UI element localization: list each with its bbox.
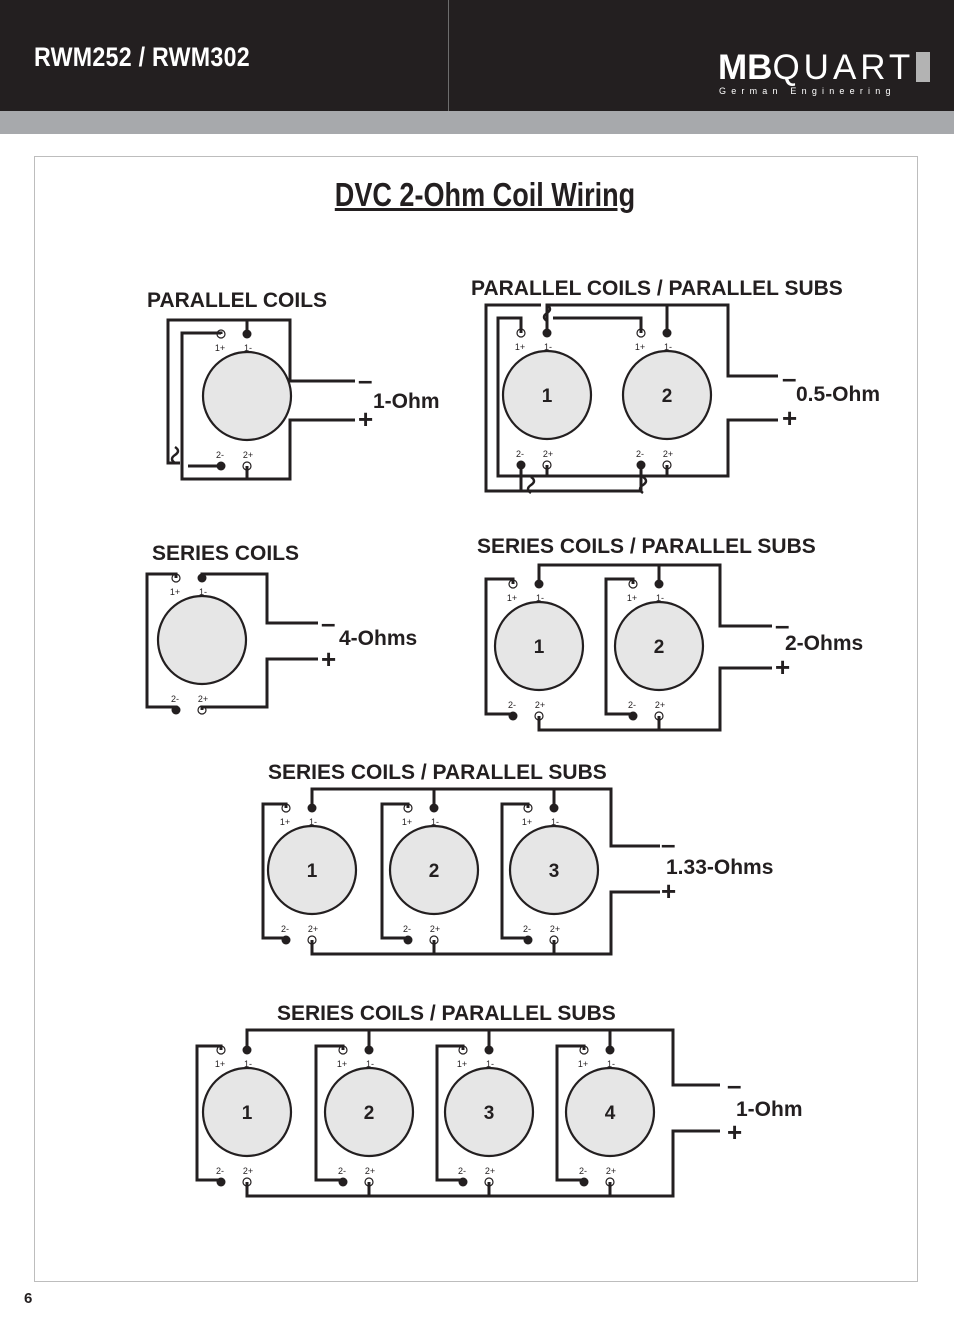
terminal-label: 2+ (542, 449, 554, 459)
terminal-label: 1+ (577, 1059, 589, 1069)
terminal-label: 1- (430, 817, 440, 827)
sub-number: 1 (306, 861, 318, 882)
sub-number: 2 (653, 637, 665, 658)
sub-number: 3 (548, 861, 560, 882)
sub-number: 1 (541, 386, 553, 407)
terminal-label: 2- (635, 449, 645, 459)
terminal-label: 2+ (484, 1166, 496, 1176)
plus-sign: + (775, 652, 791, 682)
terminal-label: 1- (198, 587, 208, 597)
terminal-label: 2+ (242, 450, 254, 460)
impedance-label: 1.33-Ohms (666, 856, 774, 879)
terminal-label: 2+ (429, 924, 441, 934)
terminal-label: 2+ (307, 924, 319, 934)
sub-number: 2 (363, 1103, 375, 1124)
minus-sign: – (727, 1070, 742, 1100)
sub-number: 2 (661, 386, 673, 407)
terminal-label: 1+ (634, 342, 646, 352)
terminal-label: 2+ (534, 700, 546, 710)
diagram-label: SERIES COILS / PARALLEL SUBS (477, 535, 816, 558)
wire-hop (172, 447, 178, 463)
terminal-label: 1+ (279, 817, 291, 827)
brand-tagline: German Engineering (719, 86, 896, 96)
wire-neg-bottom (521, 465, 641, 491)
diagram-label: SERIES COILS / PARALLEL SUBS (268, 761, 607, 784)
terminal-label: 1- (243, 343, 253, 353)
terminal-label: 1+ (214, 1059, 226, 1069)
plus-sign: + (358, 404, 374, 434)
terminal-label: 2- (337, 1166, 347, 1176)
plus-sign: + (661, 876, 677, 906)
plus-sign: + (727, 1117, 743, 1147)
terminal-label: 1- (365, 1059, 375, 1069)
terminal-label: 2- (215, 450, 225, 460)
terminal-label: 2+ (654, 700, 666, 710)
sub-number: 1 (533, 637, 545, 658)
terminal-label: 1+ (401, 817, 413, 827)
plus-sign: + (782, 403, 798, 433)
impedance-label: 1-Ohm (373, 390, 440, 413)
terminal-label: 1- (308, 817, 318, 827)
wire-pos-bottom (547, 465, 667, 476)
terminal-label: 2+ (197, 694, 209, 704)
sub-number: 1 (241, 1103, 253, 1124)
terminal-label: 1- (243, 1059, 253, 1069)
diagram-label: PARALLEL COILS / PARALLEL SUBS (471, 277, 843, 300)
sub-number: 2 (428, 861, 440, 882)
terminal-label: 2- (402, 924, 412, 934)
terminal-label: 1- (663, 342, 673, 352)
terminal-label: 2- (522, 924, 532, 934)
brand-light: QUART (772, 48, 915, 87)
minus-sign: – (358, 365, 373, 395)
impedance-label: 1-Ohm (736, 1098, 803, 1121)
wire-pos-mid (553, 318, 641, 333)
diagram-label: SERIES COILS (152, 542, 300, 565)
diagram-label: SERIES COILS / PARALLEL SUBS (277, 1002, 616, 1025)
terminal-label: 2+ (549, 924, 561, 934)
minus-sign: – (661, 829, 676, 859)
terminal-label: 2+ (662, 449, 674, 459)
terminal-label: 1+ (521, 817, 533, 827)
terminal-label: 1+ (169, 587, 181, 597)
wire-pos (312, 892, 660, 954)
terminal-label: 1+ (214, 343, 226, 353)
terminal-label: 2- (280, 924, 290, 934)
terminal-label: 2- (215, 1166, 225, 1176)
terminal-label: 1+ (514, 342, 526, 352)
terminal-label: 1+ (336, 1059, 348, 1069)
impedance-label: 2-Ohms (785, 632, 864, 655)
terminal-label: 1- (485, 1059, 495, 1069)
sub-number: 3 (483, 1103, 495, 1124)
model-title: RWM252 / RWM302 (34, 42, 250, 72)
terminal-label: 2- (515, 449, 525, 459)
speaker-cone (158, 596, 246, 684)
terminal-label: 2+ (364, 1166, 376, 1176)
impedance-label: 4-Ohms (339, 627, 418, 650)
terminal-label: 1- (550, 817, 560, 827)
terminal-label: 1+ (506, 593, 518, 603)
brand-bold: MB (718, 48, 773, 87)
terminal-label: 1- (543, 342, 553, 352)
terminal-label: 2- (457, 1166, 467, 1176)
minus-sign: – (782, 363, 797, 393)
terminal-label: 1- (535, 593, 545, 603)
terminal-label: 2- (507, 700, 517, 710)
terminal-label: 2+ (242, 1166, 254, 1176)
terminal-label: 1+ (456, 1059, 468, 1069)
page-title: DVC 2-Ohm Coil Wiring (334, 176, 636, 213)
terminal-label: 2- (170, 694, 180, 704)
diagram-label: PARALLEL COILS (147, 289, 328, 312)
terminal-label: 2- (627, 700, 637, 710)
impedance-label: 0.5-Ohm (796, 383, 881, 406)
terminal-label: 1- (606, 1059, 616, 1069)
plus-sign: + (321, 644, 337, 674)
terminal-label: 2- (578, 1166, 588, 1176)
wire-neg (312, 789, 660, 846)
minus-sign: – (321, 608, 336, 638)
sub-number: 4 (604, 1103, 616, 1124)
page-number: 6 (24, 1290, 33, 1307)
terminal-label: 2+ (605, 1166, 617, 1176)
speaker-cone (203, 352, 291, 440)
terminal-label: 1+ (626, 593, 638, 603)
minus-sign: – (775, 610, 790, 640)
terminal-label: 1- (655, 593, 665, 603)
